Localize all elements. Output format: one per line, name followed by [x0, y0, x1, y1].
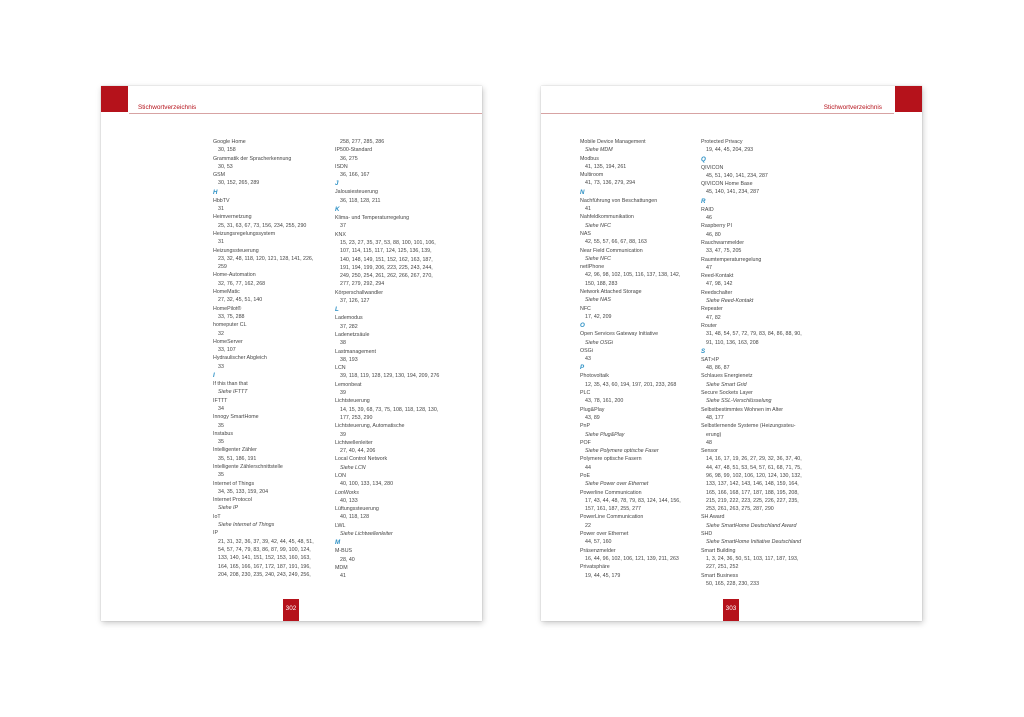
index-entry-term: PoE	[580, 472, 591, 479]
index-entry-detail: Siehe LCN	[340, 464, 366, 471]
index-entry-detail: 177, 253, 290	[340, 414, 373, 421]
index-entry-detail: 50, 165, 228, 230, 233	[706, 580, 760, 587]
index-entry-detail: 48, 177	[706, 414, 724, 421]
index-entry-detail: 43, 89	[585, 414, 600, 421]
index-entry-detail: 35, 51, 186, 191	[218, 455, 257, 462]
index-letter-heading: R	[701, 197, 706, 205]
index-entry-detail: Siehe Power over Ethernet	[585, 481, 649, 488]
index-entry-detail: Siehe SmartHome Initiative Deutschland	[706, 539, 802, 546]
index-entry-detail: 258, 277, 285, 286	[340, 139, 385, 145]
index-entry-detail: 22	[585, 522, 591, 529]
index-entry-detail: 164, 165, 166, 167, 172, 187, 191, 196,	[218, 563, 311, 570]
index-entry-detail: 39	[340, 431, 346, 438]
index-entry-detail: 34	[218, 405, 224, 412]
index-entry-term: LON	[335, 472, 346, 479]
index-entry-detail: 33, 75, 288	[218, 313, 245, 320]
index-entry-detail: 48, 86, 87	[706, 365, 730, 372]
index-entry-detail: Siehe NFC	[585, 222, 611, 229]
index-entry-term: SH Award	[701, 514, 725, 521]
index-entry-term: Hydraulischer Abgleich	[213, 355, 267, 362]
index-entry-term: Lüftungssteuerung	[335, 506, 379, 513]
index-entry-detail: 150, 188, 283	[585, 280, 618, 287]
index-entry-term: HomeMatic	[213, 289, 240, 296]
index-entry-detail: 38, 193	[340, 356, 358, 363]
index-entry-term: If this than that	[213, 381, 248, 388]
index-entry-detail: 32, 76, 77, 162, 268	[218, 280, 266, 287]
index-entry-term: Smart Business	[701, 572, 739, 579]
index-entry-term: Intelligenter Zähler	[213, 447, 257, 454]
index-entry-detail: 42, 96, 98, 102, 105, 116, 137, 138, 142,	[585, 272, 681, 279]
index-entry-detail: Siehe Plug&Play	[585, 431, 625, 438]
index-entry-detail: 46, 80	[706, 231, 721, 238]
index-entry-term: MDM	[335, 564, 348, 571]
index-entry-term: Near Field Communication	[580, 247, 643, 254]
index-letter-heading: O	[580, 322, 585, 330]
right-page	[541, 86, 922, 621]
index-entry-term: Secure Sockets Layer	[701, 390, 753, 397]
index-entry-term: QIVICON Home Base	[701, 181, 753, 188]
index-entry-detail: 21, 31, 32, 36, 37, 39, 42, 44, 45, 48, 51,	[218, 538, 314, 545]
index-entry-term: IFTTT	[213, 397, 228, 404]
index-entry-detail: Siehe SmartHome Deutschland Award	[706, 522, 797, 529]
index-entry-term: Raumtemperaturregelung	[701, 256, 762, 263]
index-entry-detail: 140, 148, 149, 151, 152, 162, 163, 187,	[340, 256, 433, 263]
corner-tab	[101, 86, 128, 112]
index-column	[701, 138, 819, 588]
index-entry-term: SAT>IP	[701, 356, 720, 363]
index-entry-term: M-BUS	[335, 548, 353, 555]
index-entry-term: Instabus	[213, 430, 234, 437]
index-entry-term: Lademodus	[335, 315, 363, 322]
index-entry-detail: 27, 40, 44, 206	[340, 448, 376, 455]
index-entry-term: ISDN	[335, 163, 348, 170]
index-entry-term: Home-Automation	[213, 272, 256, 279]
index-entry-detail: 44, 47, 48, 51, 53, 54, 57, 61, 68, 71, 75,	[706, 464, 802, 471]
page-header: Stichwortverzeichnis	[823, 104, 882, 111]
index-entry-term: Innogy SmartHome	[213, 414, 259, 421]
index-entry-detail: Siehe IP	[218, 505, 239, 512]
index-entry-term: Grammatik der Spracherkennung	[213, 155, 292, 162]
index-entry-detail: Siehe OSGi	[585, 339, 613, 346]
index-entry-term: Smart Building	[701, 547, 736, 554]
index-letter-heading: H	[213, 188, 218, 196]
index-entry-detail: 47	[706, 264, 712, 271]
index-letter-heading: J	[335, 180, 339, 188]
index-entry-detail: 259	[218, 264, 227, 271]
index-entry-detail: 45, 51, 140, 141, 234, 287	[706, 172, 768, 179]
index-entry-term: SHD	[701, 531, 713, 538]
index-letter-heading: L	[335, 306, 339, 314]
index-entry-detail: Siehe Smart Grid	[706, 381, 747, 388]
index-entry-detail: 41, 73, 136, 279, 294	[585, 180, 636, 187]
index-entry-detail: 165, 166, 168, 177, 187, 188, 195, 208,	[706, 489, 799, 496]
index-entry-term: Internet Protocol	[213, 497, 252, 504]
index-entry-term: Repeater	[701, 306, 723, 313]
index-entry-detail: 1, 3, 24, 36, 50, 51, 103, 117, 187, 193,	[706, 555, 799, 562]
index-entry-term: Powerline Communication	[580, 489, 642, 496]
index-entry-term: Power over Ethernet	[580, 531, 629, 538]
index-entry-detail: 277, 279, 292, 294	[340, 281, 385, 288]
index-entry-detail: 33, 107	[218, 347, 236, 354]
page-number: 303	[723, 599, 739, 621]
index-entry-detail: 39	[340, 390, 346, 397]
index-entry-term: Google Home	[213, 139, 246, 145]
index-entry-detail: 40, 133	[340, 497, 358, 504]
index-entry-detail: 16, 44, 96, 102, 106, 121, 139, 211, 263	[585, 555, 679, 562]
index-entry-term: Polymere optische Fasern	[580, 456, 642, 463]
index-entry-detail: 30, 152, 265, 289	[218, 180, 260, 187]
index-entry-detail: 253, 261, 263, 275, 287, 290	[706, 506, 774, 513]
index-entry-term: Lastmanagement	[335, 348, 376, 355]
index-entry-detail: Siehe Lichtwellenleiter	[340, 531, 393, 538]
index-entry-detail: 31, 48, 54, 57, 72, 79, 83, 84, 86, 88, 90,	[706, 331, 802, 338]
index-entry-term: OSGi	[580, 347, 593, 354]
index-entry-term: NFC	[580, 305, 591, 312]
index-entry-detail: 40, 100, 133, 134, 280	[340, 481, 394, 488]
index-entry-detail: 133, 137, 142, 143, 146, 148, 159, 164,	[706, 481, 799, 488]
index-entry-detail: 27, 32, 45, 51, 140	[218, 297, 263, 304]
index-entry-detail: 37	[340, 223, 346, 230]
index-letter-heading: Q	[701, 155, 706, 163]
index-entry-detail: 23, 32, 48, 118, 120, 121, 128, 141, 226,	[218, 255, 314, 262]
index-entry-detail: Siehe Reed-Kontakt	[706, 298, 754, 305]
index-entry-term: Raspberry PI	[701, 223, 732, 230]
index-entry-detail: 47, 82	[706, 314, 721, 321]
index-entry-detail: 44, 57, 160	[585, 539, 612, 546]
index-entry-detail: 37, 282	[340, 323, 358, 330]
index-entry-term: Lichtsteuerung, Automatische	[335, 423, 405, 430]
index-letter-heading: M	[335, 539, 341, 547]
index-entry-detail: 47, 98, 142	[706, 281, 733, 288]
index-entry-detail: Siehe IFTTT	[218, 389, 248, 396]
index-entry-detail: 41	[585, 206, 591, 213]
index-entry-term: QIVICON	[701, 164, 724, 171]
index-entry-term: GSM	[213, 172, 226, 179]
index-entry-term: Rauchwarnmelder	[701, 239, 744, 246]
index-entry-detail: 38	[340, 340, 346, 347]
index-entry-detail: 40, 118, 128	[340, 514, 370, 521]
index-entry-detail: 46	[706, 215, 712, 222]
index-entry-term: Klima- und Temperaturregelung	[335, 215, 410, 222]
index-entry-detail: erung)	[706, 431, 722, 438]
index-entry-detail: 191, 194, 199, 206, 223, 225, 243, 244,	[340, 264, 433, 271]
index-entry-detail: Siehe MDM	[585, 147, 613, 154]
index-entry-detail: Siehe NAS	[585, 297, 611, 304]
index-entry-term: HomePilot®	[213, 305, 242, 312]
index-entry-term: Heizungsregelungssystem	[213, 230, 276, 237]
index-entry-detail: 215, 219, 222, 223, 225, 226, 227, 235,	[706, 497, 799, 504]
index-entry-term: PowerLine Communication	[580, 514, 644, 521]
corner-tab	[895, 86, 922, 112]
index-entry-detail: 28, 40	[340, 556, 355, 563]
index-entry-term: KNX	[335, 231, 346, 238]
index-entry-detail: 227, 251, 252	[706, 564, 739, 571]
index-entry-detail: 12, 35, 43, 60, 194, 197, 201, 233, 268	[585, 381, 677, 388]
left-page	[101, 86, 482, 621]
index-letter-heading: S	[701, 347, 706, 355]
index-column	[213, 138, 331, 579]
index-entry-detail: 33	[218, 363, 224, 370]
index-entry-detail: 35	[218, 422, 224, 429]
index-letter-heading: N	[580, 188, 585, 196]
index-entry-term: Ladenetzsäule	[335, 331, 370, 338]
index-entry-detail: 133, 140, 141, 151, 152, 153, 160, 163,	[218, 555, 311, 562]
index-entry-detail: 36, 166, 167	[340, 172, 370, 179]
index-entry-detail: 32	[218, 330, 224, 337]
index-entry-detail: 96, 98, 99, 102, 106, 120, 124, 130, 132,	[706, 472, 802, 479]
index-entry-detail: Siehe Internet of Things	[218, 522, 275, 529]
index-entry-detail: 44	[585, 464, 591, 471]
index-entry-term: Lichtwellenleiter	[335, 439, 373, 446]
index-entry-term: netIPhone	[580, 264, 605, 271]
index-entry-term: Selbstlernende Systeme (Heizungssteu-	[701, 423, 796, 430]
page-header: Stichwortverzeichnis	[138, 104, 197, 111]
index-entry-detail: 39, 118, 119, 128, 129, 130, 194, 209, 276	[340, 373, 440, 380]
index-entry-detail: Siehe SSL-Verschlüsselung	[706, 398, 772, 405]
index-entry-detail: 35	[218, 472, 224, 479]
index-entry-detail: 17, 43, 44, 48, 78, 79, 83, 124, 144, 156,	[585, 497, 681, 504]
index-entry-detail: 31	[218, 206, 224, 213]
index-entry-detail: 31	[218, 239, 224, 246]
index-entry-term: LCN	[335, 365, 346, 372]
index-entry-term: Open Services Gateway Initiative	[580, 331, 659, 338]
index-entry-term: IP500-Standard	[335, 147, 373, 154]
index-letter-heading: P	[580, 364, 585, 372]
index-entry-detail: 45, 140, 141, 234, 287	[706, 189, 760, 196]
index-entry-detail: Siehe NFC	[585, 255, 611, 262]
index-entry-detail: 19, 44, 45, 179	[585, 572, 621, 579]
header-rule	[541, 113, 894, 114]
index-entry-term: Plug&Play	[580, 406, 605, 413]
index-entry-term: HbbTV	[213, 197, 230, 204]
index-entry-term: Nachführung von Beschattungen	[580, 197, 658, 204]
index-entry-term: Mobile Device Management	[580, 139, 646, 145]
index-entry-detail: 14, 15, 39, 68, 73, 75, 108, 118, 128, 130,	[340, 406, 439, 413]
index-entry-detail: 91, 110, 136, 163, 208	[706, 339, 759, 346]
index-entry-detail: 34, 35, 133, 159, 204	[218, 488, 269, 495]
index-entry-term: NAS	[580, 230, 591, 237]
index-entry-detail: 42, 55, 57, 66, 67, 88, 163	[585, 239, 647, 246]
index-entry-term: Präsenzmelder	[580, 547, 616, 554]
index-entry-detail: 157, 161, 187, 255, 277	[585, 506, 641, 513]
page-number: 302	[283, 599, 299, 621]
index-entry-detail: 43	[585, 356, 591, 363]
index-entry-term: LonWorks	[335, 489, 359, 496]
index-entry-term: Privatsphäre	[580, 564, 610, 571]
index-entry-term: Lemonbeat	[335, 381, 362, 388]
index-letter-heading: K	[335, 206, 340, 214]
index-entry-detail: 107, 114, 115, 117, 124, 125, 136, 139,	[340, 248, 432, 255]
index-entry-term: Internet of Things	[213, 480, 255, 487]
index-entry-detail: 19, 44, 45, 204, 293	[706, 147, 754, 154]
index-entry-term: Router	[701, 322, 717, 329]
index-entry-detail: 36, 275	[340, 155, 358, 162]
index-entry-detail: 41	[340, 573, 346, 580]
index-entry-detail: 15, 23, 27, 35, 37, 53, 88, 100, 101, 106,	[340, 239, 436, 246]
index-entry-term: Schlaues Energienetz	[701, 373, 753, 380]
index-entry-term: homeputer CL	[213, 322, 247, 329]
index-entry-term: Local Control Network	[335, 456, 388, 463]
index-entry-term: POF	[580, 439, 591, 446]
index-entry-term: HomeServer	[213, 338, 243, 345]
index-entry-term: Heimvernetzung	[213, 214, 252, 221]
index-entry-term: PLC	[580, 390, 591, 397]
index-entry-term: Reedschalter	[701, 289, 733, 296]
index-entry-detail: 14, 16, 17, 19, 26, 27, 29, 32, 36, 37, 40,	[706, 456, 802, 463]
index-entry-term: Körperschallwandler	[335, 289, 383, 296]
index-entry-detail: 54, 57, 74, 79, 83, 86, 87, 99, 100, 124,	[218, 546, 311, 553]
index-entry-term: Intelligente Zählerschnittstelle	[213, 463, 283, 470]
index-entry-term: RAID	[701, 206, 714, 213]
index-entry-term: Heizungssteuerung	[213, 247, 259, 254]
index-entry-term: Jalousiesteuerung	[335, 189, 378, 196]
index-entry-term: IoT	[213, 513, 221, 520]
index-entry-detail: 36, 118, 128, 211	[340, 197, 381, 204]
index-entry-term: Lichtsteuerung	[335, 398, 370, 405]
index-entry-term: Multiroom	[580, 172, 604, 179]
index-entry-term: Network Attached Storage	[580, 289, 642, 296]
index-entry-term: Selbstbestimmtes Wohnen im Alter	[701, 406, 784, 413]
index-entry-term: Nahfeldkommunikation	[580, 214, 634, 221]
index-entry-detail: 249, 250, 254, 261, 262, 266, 267, 270,	[340, 273, 433, 280]
index-entry-detail: 35	[218, 439, 224, 446]
index-entry-detail: 33, 47, 75, 205	[706, 248, 742, 255]
index-column	[580, 138, 698, 580]
index-entry-detail: 25, 31, 63, 67, 73, 156, 234, 255, 290	[218, 222, 307, 229]
header-rule	[129, 113, 482, 114]
index-entry-detail: 30, 53	[218, 163, 233, 170]
index-entry-term: Protected Privacy	[701, 139, 743, 145]
index-entry-term: Photovoltaik	[580, 373, 609, 380]
index-entry-term: Sensor	[701, 448, 718, 455]
index-entry-term: Reed-Kontakt	[701, 273, 734, 280]
index-entry-detail: 48	[706, 439, 712, 446]
index-column	[335, 138, 453, 581]
index-entry-term: LWL	[335, 522, 346, 529]
index-entry-detail: 204, 208, 230, 235, 240, 243, 249, 256,	[218, 571, 311, 578]
index-entry-detail: Siehe Polymere optische Faser	[585, 448, 659, 455]
index-entry-term: IP	[213, 530, 219, 537]
index-entry-detail: 43, 78, 161, 200	[585, 398, 624, 405]
index-entry-detail: 41, 135, 194, 261	[585, 163, 627, 170]
index-entry-term: PnP	[580, 423, 591, 430]
index-letter-heading: I	[213, 372, 215, 380]
index-entry-detail: 37, 126, 127	[340, 298, 370, 305]
index-entry-detail: 30, 158	[218, 147, 236, 154]
index-entry-detail: 17, 42, 209	[585, 313, 612, 320]
index-entry-term: Modbus	[580, 155, 599, 162]
